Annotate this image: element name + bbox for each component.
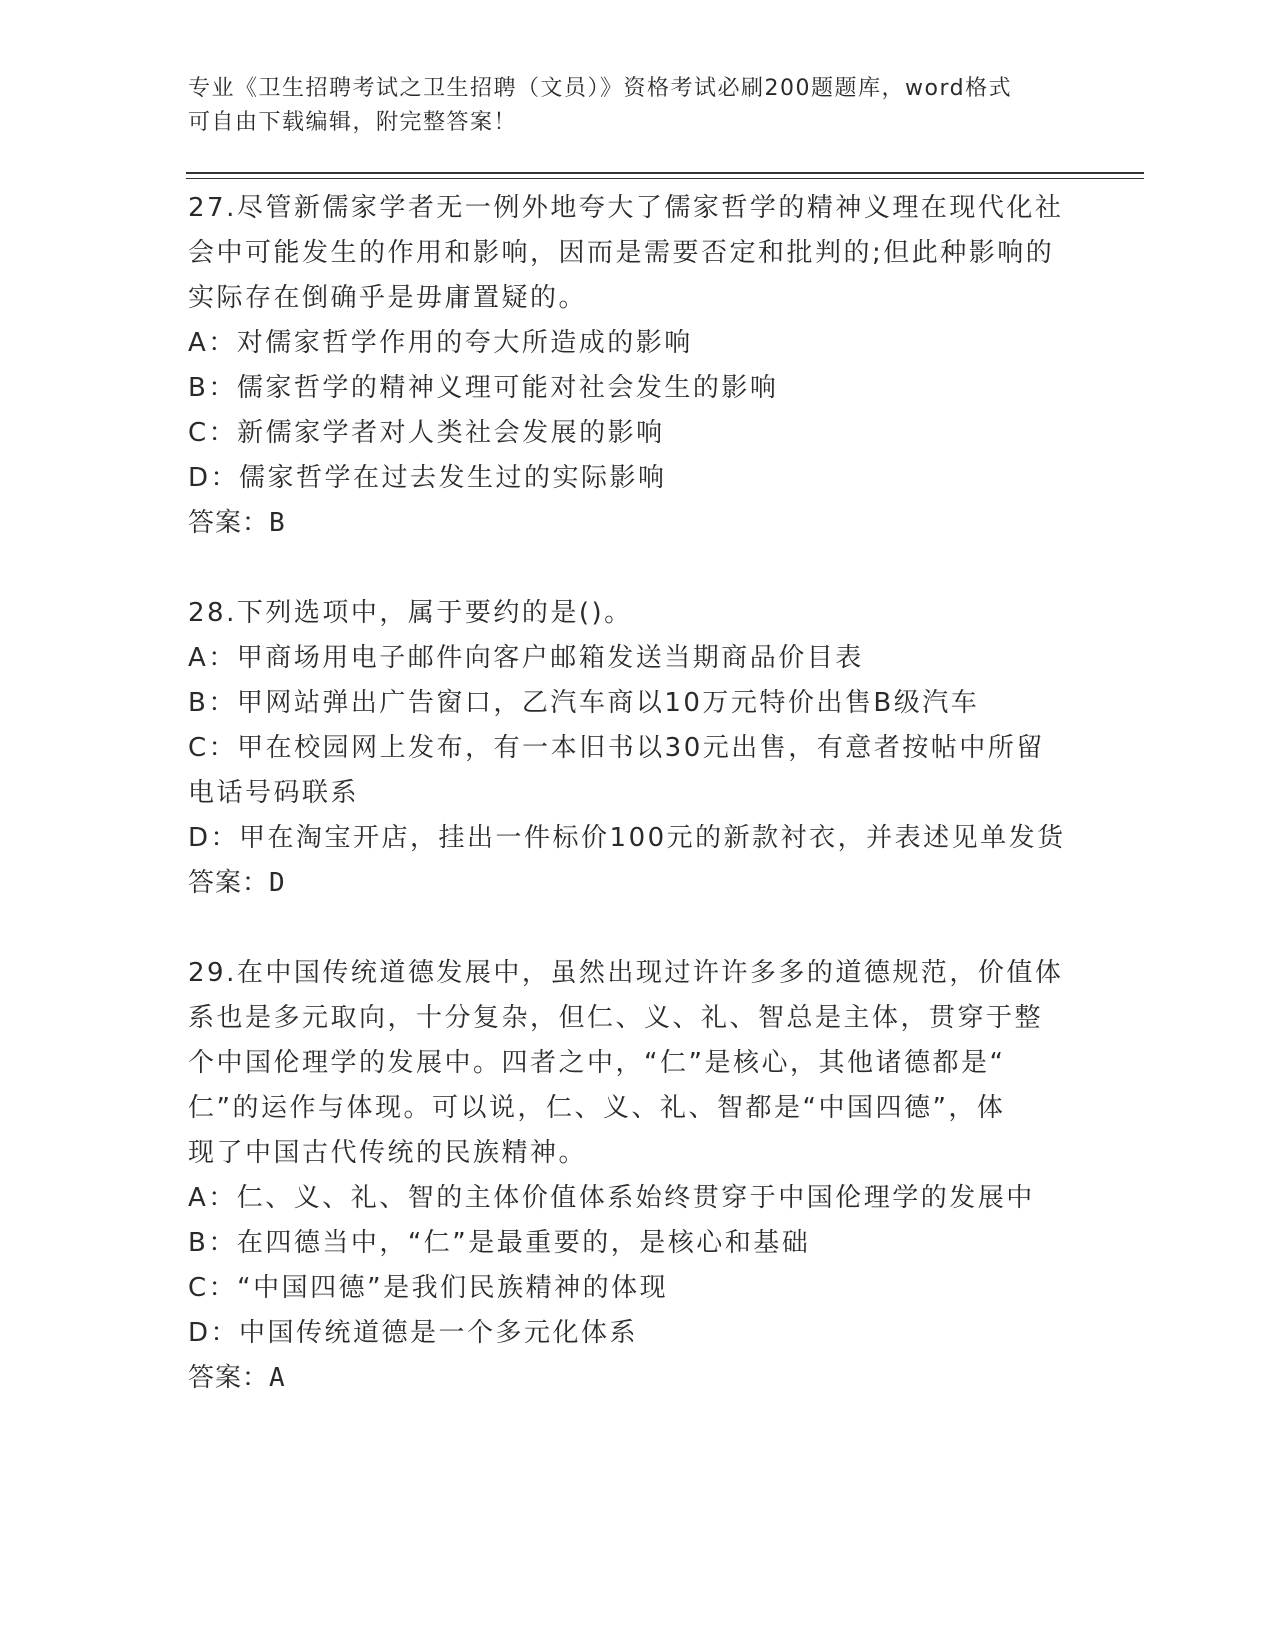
header-line-2: 可自由下载编辑，附完整答案！ [188,110,518,135]
option-c: C：新儒家学者对人类社会发展的影响 [188,418,665,448]
header-divider-thin [186,178,1144,179]
question-27 [188,186,1088,546]
option-a: A：对儒家哲学作用的夸大所造成的影响 [188,328,693,358]
question-list [188,186,1088,1401]
option-b: B：在四德当中，“仁”是最重要的，是核心和基础 [188,1228,811,1258]
option-c: C：“中国四德”是我们民族精神的体现 [188,1273,669,1303]
option-a: A：甲商场用电子邮件向客户邮箱发送当期商品价目表 [188,643,864,673]
question-stem-line: 现了中国古代传统的民族精神。 [188,1138,588,1168]
answer-line [188,1356,1088,1401]
answer-value: B [269,508,286,538]
answer-value: D [269,868,286,898]
question-stem-line: 27.尽管新儒家学者无一例外地夸大了儒家哲学的精神义理在现代化社 [188,193,1064,223]
question-29 [188,951,1088,1401]
header-line-1: 专业《卫生招聘考试之卫生招聘（文员）》资格考试必刷200题题库，word格式 [188,76,1013,101]
option-b: B：甲网站弹出广告窗口，乙汽车商以10万元特价出售B级汽车 [188,688,980,718]
question-stem-line: 系也是多元取向，十分复杂，但仁、义、礼、智总是主体，贯穿于整 [188,1003,1044,1033]
question-stem-line: 28.下列选项中，属于要约的是()。 [188,598,633,628]
answer-value: A [269,1363,286,1393]
option-d: D：中国传统道德是一个多元化体系 [188,1318,639,1348]
option-b: B：儒家哲学的精神义理可能对社会发生的影响 [188,373,779,403]
option-c-continued: 电话号码联系 [188,778,360,808]
question-spacer [188,546,1088,591]
answer-label: 答案： [188,1363,270,1393]
question-28 [188,591,1088,906]
option-a: A：仁、义、礼、智的主体价值体系始终贯穿于中国伦理学的发展中 [188,1183,1035,1213]
answer-label: 答案： [188,508,270,538]
option-d: D：儒家哲学在过去发生过的实际影响 [188,463,667,493]
answer-line [188,861,1088,906]
option-c: C：甲在校园网上发布，有一本旧书以30元出售，有意者按帖中所留 [188,733,1045,763]
question-stem-line: 会中可能发生的作用和影响，因而是需要否定和批判的;但此种影响的 [188,238,1055,268]
question-spacer [188,906,1088,951]
answer-line [188,501,1088,546]
header-divider-thick [186,172,1144,174]
question-stem-line: 个中国伦理学的发展中。四者之中，“仁”是核心，其他诸德都是“ [188,1048,1006,1078]
document-header [188,72,1088,140]
question-stem-line: 实际存在倒确乎是毋庸置疑的。 [188,283,588,313]
question-stem-line: 仁”的运作与体现。可以说，仁、义、礼、智都是“中国四德”，体 [188,1093,1006,1123]
answer-label: 答案： [188,868,270,898]
option-d: D：甲在淘宝开店，挂出一件标价100元的新款衬衣，并表述见单发货 [188,823,1066,853]
question-stem-line: 29.在中国传统道德发展中，虽然出现过许许多多的道德规范，价值体 [188,958,1064,988]
